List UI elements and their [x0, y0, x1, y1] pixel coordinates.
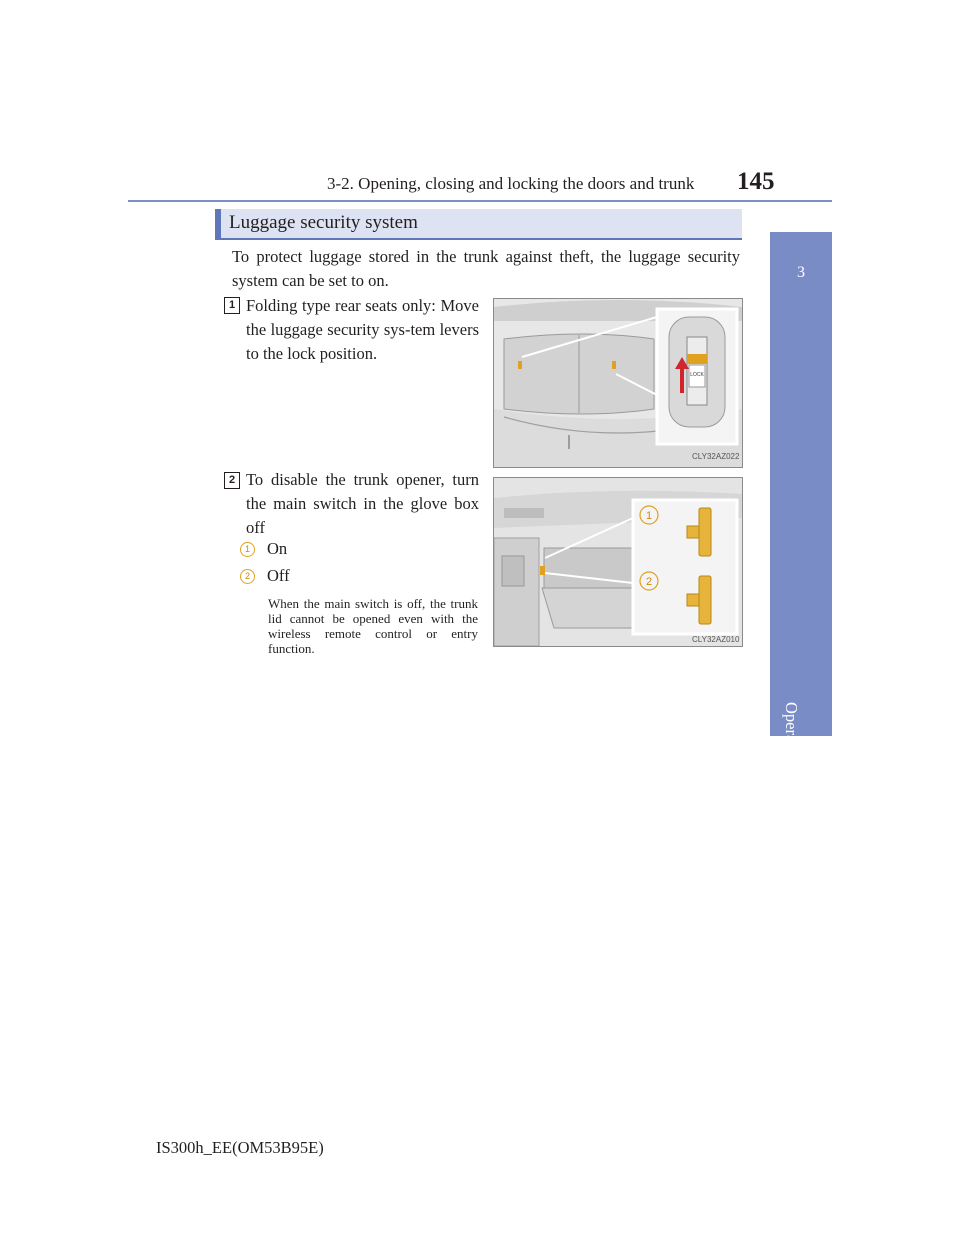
callout-2-icon: 2 [240, 569, 255, 584]
step-2-number: 2 [224, 472, 240, 489]
step-2-note: When the main switch is off, the trunk lid cannot be opened even with the wireless remote control or entry function. [268, 596, 478, 656]
item-off [240, 566, 290, 586]
header-rule [128, 200, 832, 202]
trunk-illustration [493, 298, 743, 468]
item-on [240, 539, 287, 559]
item-off-label: Off [267, 566, 290, 585]
item-on-label: On [267, 539, 288, 558]
step-2-text: To disable the trunk opener, turn the main switch in the glove box off [246, 470, 479, 537]
figure-callout-1: 1 [645, 510, 653, 522]
chapter-side-tab [770, 232, 832, 736]
step-1-text: Folding type rear seats only: Move the luggage security sys-tem levers to the lock position. [246, 296, 479, 363]
chapter-heading: 3-2. Opening, closing and locking the doors and trunk [327, 174, 695, 193]
section-heading-accent [215, 209, 221, 239]
page-number: 145 [737, 168, 775, 195]
figure-code: CLY32AZ010 [692, 635, 740, 644]
glovebox-illustration [493, 477, 743, 647]
callout-1-icon: 1 [240, 542, 255, 557]
section-heading-underline [215, 238, 742, 240]
figure-code: CLY32AZ022 [692, 452, 740, 461]
side-tab-title: Operation of each component [782, 702, 801, 898]
glovebox-illustration-drawing [494, 478, 742, 646]
side-tab-number: 3 [797, 264, 805, 281]
figure-callout-2: 2 [645, 576, 653, 588]
section-intro: To protect luggage stored in the trunk against theft, the luggage security system can be set to on. [232, 247, 740, 290]
trunk-illustration-drawing [494, 299, 742, 467]
lock-label: LOCK [690, 372, 704, 378]
model-code: IS300h_EE(OM53B95E) [156, 1138, 324, 1157]
step-1-number: 1 [224, 297, 240, 314]
section-title: Luggage security system [229, 212, 418, 233]
